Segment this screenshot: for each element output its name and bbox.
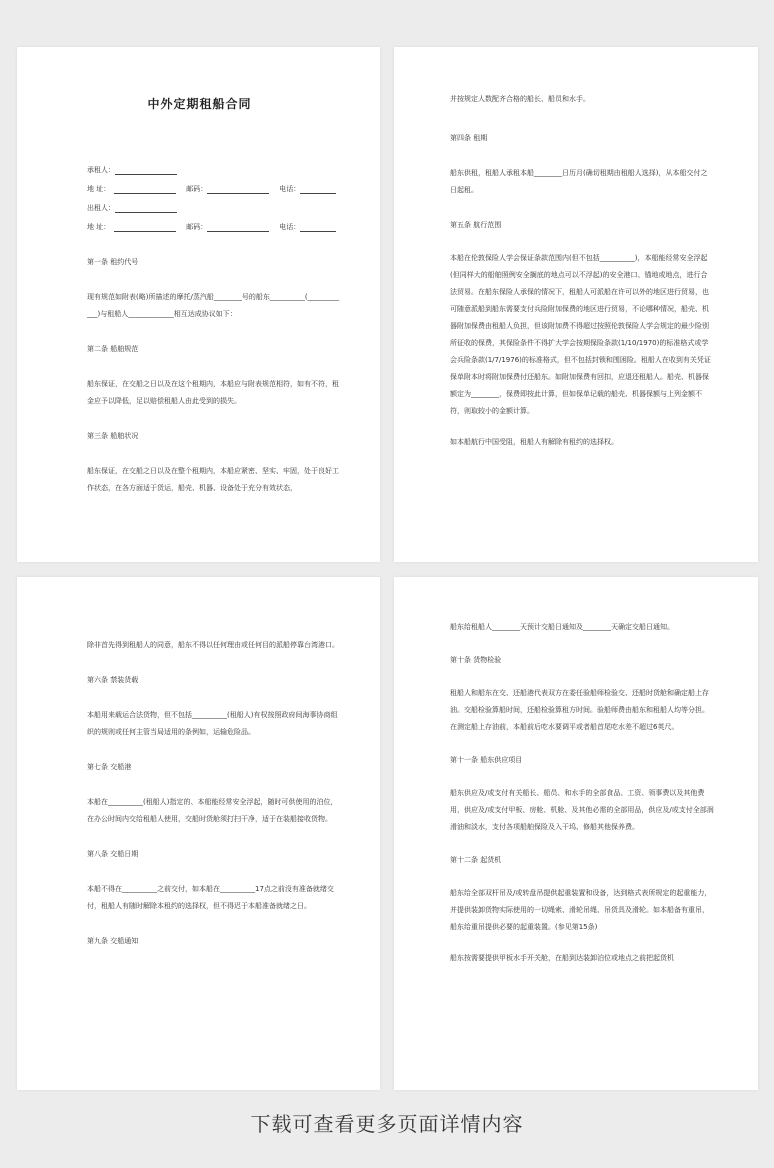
section-5-text: 本船在伦敦保险人学会保证条款范围内(但不包括__________)，本船能经常安全浮起(但同样大的船舶照例安全搁底的地点可以不浮起)的安全港口、锚地或地点，进行合法贸易。在船东保险人承保的情况下，租船人可派船在许可以外的地区进行贸易，也可随意派船到船东需要支付兵险附加保费的地区进行贸易，不论哪种情况，船壳、机器附加保费由租船人负担，但该附加费不得超过按照伦敦保险人学会规定的最少险别所征收的保费，其保险条件不得扩大学会按期保险条款(1/10/1970)的标准格式或学会兵险条款(1/7/1976)的标准格式，但不包括封锁和围困险。租船人在收到有关凭证保单附本时将附加保费付还船东。如附加保费有回扣，应退还租船人。船壳、机器保额定为________，保费即按此计算，但如保单记载的船壳、机器保额与上列金额不符，则取较小的金额计算。 bbox=[450, 254, 711, 415]
phone-blank bbox=[300, 186, 336, 194]
section-4-heading: 第四条 租期 bbox=[450, 134, 488, 142]
section-7-text: 本船在__________(租船人)指定的、本船能经常安全浮起，随时可供使用的泊位，在办公时间内交给租船人使用，交船时货舱须打扫干净，适于在装船接收货物。 bbox=[87, 798, 338, 823]
section-7-heading: 第七条 交船港 bbox=[87, 763, 132, 771]
section-6-heading: 第六条 禁装货载 bbox=[87, 676, 139, 684]
download-more-caption: 下载可查看更多页面详情内容 bbox=[250, 1112, 524, 1136]
document-page-4 bbox=[394, 577, 758, 1090]
section-1-heading: 第一条 租约代号 bbox=[87, 258, 139, 266]
owner-label: 出租人： bbox=[87, 204, 115, 212]
section-11-text: 船东供应及/或支付有关船长、船员、和水手的全部食品、工资、领事费以及其他费用，供应及/或支付甲板、房舱、机舱、及其他必需的全部用品，供应及/或支付全部润滑油和淡水，支付各项船舶保险及入干坞、修船其他保养费。 bbox=[450, 789, 714, 831]
charterer-blank bbox=[115, 167, 177, 175]
section-12-heading: 第十二条 起货机 bbox=[450, 856, 502, 864]
page-4-continuation: 船东给租船人________天预计交船日通知及________天确定交船日通知。 bbox=[450, 623, 674, 631]
postcode-label: 邮码： bbox=[186, 185, 208, 193]
section-2-heading: 第二条 船舶规范 bbox=[87, 345, 139, 353]
section-6-text: 本船用来载运合法货物，但不包括__________(租船人)有权按照政府间海事协商组织的规则或任何主管当局适用的条例如，运输危险品。 bbox=[87, 711, 338, 736]
page-3-continuation: 除非首先得到租船人的同意，船东不得以任何理由或任何目的派船停靠台湾港口。 bbox=[87, 641, 339, 649]
owner-address-row bbox=[87, 223, 340, 232]
section-8-heading: 第八条 交船日期 bbox=[87, 850, 139, 858]
address2-blank bbox=[114, 224, 176, 232]
section-3-heading: 第三条 船舶状况 bbox=[87, 432, 139, 440]
charterer-address-row bbox=[87, 185, 340, 194]
postcode2-label: 邮码： bbox=[186, 223, 208, 231]
charterer-field-row bbox=[87, 166, 340, 175]
section-11-heading: 第十一条 船东供应项目 bbox=[450, 756, 523, 764]
address-label: 地 址： bbox=[87, 185, 111, 193]
owner-blank bbox=[115, 205, 177, 213]
section-4-text: 船东供租，租船人承租本船________日历月(确切租期由租船人选择)，从本船交付之日起租。 bbox=[450, 169, 708, 194]
document-page-2 bbox=[394, 47, 758, 562]
section-12-text: 船东给全部双杆吊及/或转盘吊提供起重装置和设备，达到格式表所规定的起重能力，并提供装卸货物实际使用的一切绳索、滑轮吊绳、吊货具及滑轮。如本船备有重吊，船东给重吊提供必要的起重装置。(参见第15条) bbox=[450, 889, 712, 931]
charterer-label: 承租人： bbox=[87, 166, 115, 174]
document-page-3 bbox=[17, 577, 380, 1090]
address2-label: 地 址： bbox=[87, 223, 111, 231]
postcode-blank bbox=[207, 186, 269, 194]
address-blank bbox=[114, 186, 176, 194]
section-10-heading: 第十条 货物检验 bbox=[450, 656, 502, 664]
owner-field-row bbox=[87, 204, 340, 213]
section-5-heading: 第五条 航行范围 bbox=[450, 221, 502, 229]
section-5-text-2: 如本船航行中国受阻，租船人有解除有租约的选择权。 bbox=[450, 438, 618, 446]
section-2-text: 船东保证，在交船之日以及在这个租期内，本船应与附表规范相符，如有不符，租金应予以降低，足以赔偿租船人由此受到的损失。 bbox=[87, 380, 339, 405]
section-10-text: 租船人和船东在交、还船港代表双方在委任验船师检验交、还船时货舱和确定船上存油。交船检验算船时间，还船检验算租方时间。验船师费由船东和租船人均等分担。在测定船上存油前，本船前后吃水要调平或者船首尾吃水差不超过6英尺。 bbox=[450, 689, 709, 731]
section-8-text: 本船不得在__________之前交付，如本船在__________17点之前没有准备就绪交付，租船人有随时解除本租约的选择权，但不得迟于本船准备就绪之日。 bbox=[87, 885, 334, 910]
phone-label: 电话： bbox=[279, 185, 301, 193]
page-2-continuation: 并按规定人数配齐合格的船长、船员和水手。 bbox=[450, 95, 590, 103]
section-1-text: 现有规范如附表(略)所描述的摩托/蒸汽船________号的船东__________(____________)与租船人_____________相互达成协议如下： bbox=[87, 293, 340, 318]
document-page-1 bbox=[17, 47, 380, 562]
section-3-text: 船东保证，在交船之日以及在整个租期内，本船应紧密、坚实、牢固，处于良好工作状态，在各方面适于货运，船壳、机器、设备处于充分有效状态， bbox=[87, 467, 339, 492]
section-9-heading: 第九条 交船通知 bbox=[87, 937, 139, 945]
postcode2-blank bbox=[207, 224, 269, 232]
section-12-text-2: 船东按需要提供甲板水手开关舱，在船到达装卸泊位或地点之前把起货机 bbox=[450, 954, 674, 962]
phone2-blank bbox=[300, 224, 336, 232]
phone2-label: 电话： bbox=[279, 223, 301, 231]
document-title: 中外定期租船合同 bbox=[147, 97, 252, 111]
